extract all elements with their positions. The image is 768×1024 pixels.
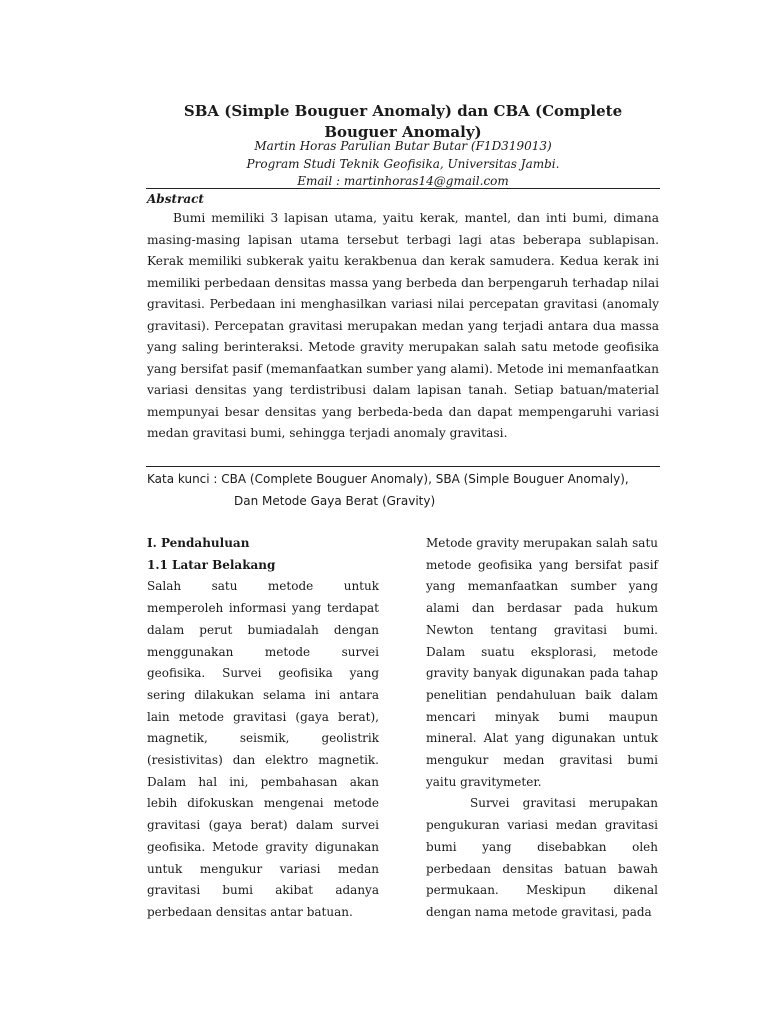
abstract-body xyxy=(147,208,659,445)
keywords-line: Kata kunci : CBA (Complete Bouguer Anomaly), SBA (Simple Bouguer Anomaly), xyxy=(147,472,629,486)
gravity-method-paragraph: Metode gravity merupakan salah satu metode geofisika yang bersifat pasif yang memanfaatkan sumber yang alami dan berdasar pada hukum Newton tentang gravitasi bumi. Dalam suatu eksplorasi, metode gravity banyak digunakan pada tahap penelitian pendahuluan baik dalam mencari minyak bumi maupun mineral. Alat yang digunakan untuk mengukur medan gravitasi bumi yaitu gravitymeter. xyxy=(426,536,658,789)
abstract-label: Abstract xyxy=(147,192,204,206)
intro-paragraph: Salah satu metode untuk memperoleh informasi yang terdapat dalam perut bumiadalah dengan menggunakan metode survei geofisika. Survei geofisika yang sering dilakukan selama ini antara lain metode gravitasi (gaya berat), magnetik, seismik, geolistrik (resistivitas) dan elektro magnetik. Dalam hal ini, pembahasan akan lebih difokuskan mengenai metode gravitasi (gaya berat) dalam survei geofisika. Metode gravity digunakan untuk mengukur variasi medan gravitasi bumi akibat adanya perbedaan densitas antar batuan. xyxy=(147,579,379,919)
abstract-divider xyxy=(146,466,660,467)
keywords-line-continued: Dan Metode Gaya Berat (Gravity) xyxy=(234,494,436,508)
right-column xyxy=(426,533,658,924)
paper-title: SBA (Simple Bouguer Anomaly) dan CBA (Complete Bouguer Anomaly) xyxy=(183,102,623,141)
section-heading: I. Pendahuluan xyxy=(147,536,250,550)
left-column xyxy=(147,533,379,924)
email-address: Email : martinhoras14@gmail.com xyxy=(297,174,509,188)
affiliation: Program Studi Teknik Geofisika, Universitas Jambi. xyxy=(246,157,560,171)
abstract-paragraph: Bumi memiliki 3 lapisan utama, yaitu kerak, mantel, dan inti bumi, dimana masing-masing lapisan utama tersebut terbagi lagi atas beberapa sublapisan. Kerak memiliki subkerak yaitu kerakbenua dan kerak samudera. Kedua kerak ini memiliki perbedaan densitas massa yang berbeda dan berpengaruh terhadap nilai gravitasi. Perbedaan ini menghasilkan variasi nilai percepatan gravitasi (anomaly gravitasi). Percepatan gravitasi merupakan medan yang terjadi antara dua massa yang saling berinteraksi. Metode gravity merupakan salah satu metode geofisika yang bersifat pasif (memanfaatkan sumber yang alami). Metode ini memanfaatkan variasi densitas yang terdistribusi dalam lapisan tanah. Setiap batuan/material mempunyai besar densitas yang berbeda-beda dan dapat mempengaruhi variasi medan gravitasi bumi, sehingga terjadi anomaly gravitasi. xyxy=(147,211,659,440)
keywords-block xyxy=(147,468,659,512)
author-name: Martin Horas Parulian Butar Butar (F1D319013) xyxy=(254,139,552,153)
gravity-survey-paragraph: Survei gravitasi merupakan pengukuran variasi medan gravitasi bumi yang disebabkan oleh perbedaan densitas batuan bawah permukaan. Meskipun dikenal dengan nama metode gravitasi, pada xyxy=(426,796,658,919)
header-divider xyxy=(146,188,660,189)
subsection-heading: 1.1 Latar Belakang xyxy=(147,557,276,572)
